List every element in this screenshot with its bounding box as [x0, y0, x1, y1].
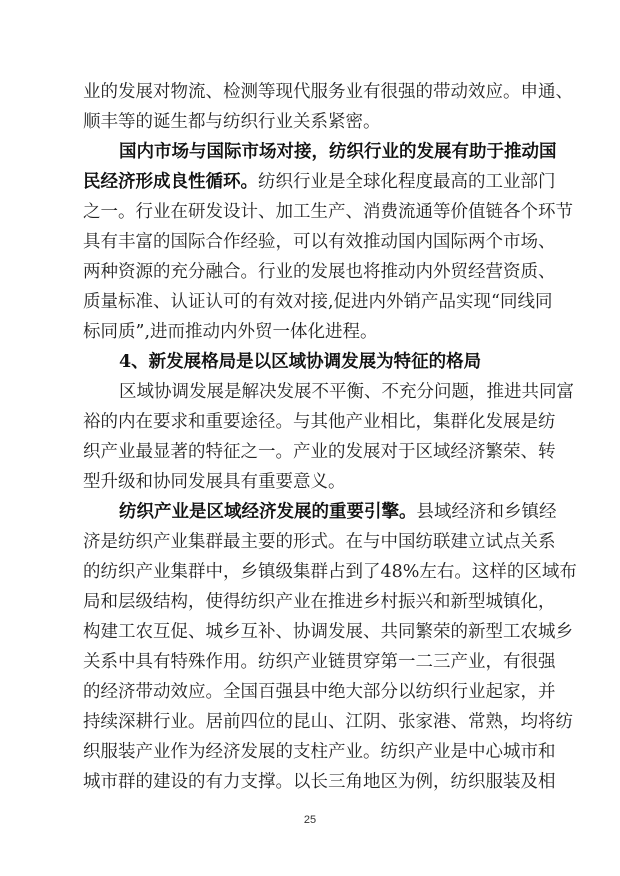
body-text-line: 织服装产业作为经济发展的支柱产业。纺织产业是中心城市和: [83, 742, 556, 762]
body-text-line: 城市群的建设的有力支撑。以长三角地区为例，纺织服装及相: [83, 772, 556, 792]
body-text-line: 织产业最显著的特征之一。产业的发展对于区域经济繁荣、转: [83, 442, 556, 462]
body-text-line: 具有丰富的国际合作经验，可以有效推动国内国际两个市场、: [83, 232, 556, 252]
body-text-line: 裕的内在要求和重要途径。与其他产业相比，集群化发展是纺: [83, 412, 556, 432]
body-text-line: 局和层级结构，使得纺织产业在推进乡村振兴和新型城镇化，: [83, 592, 556, 612]
bold-lead-text: 民经济形成良性循环。: [83, 172, 258, 192]
body-text-line: 两种资源的充分融合。行业的发展也将推动内外贸经营资质、: [83, 262, 556, 282]
body-text-line: [83, 168, 556, 196]
body-text: 县域经济和乡镇经: [416, 502, 557, 522]
bold-lead-text: 国内市场与国际市场对接，纺织行业的发展有助于推动国: [119, 142, 557, 162]
body-text-line: 的经济带动效应。全国百强县中绝大部分以纺织行业起家，并: [83, 682, 556, 702]
body-text-line: 济是纺织产业集群最主要的形式。在与中国纺联建立试点关系: [83, 532, 556, 552]
section-heading: 4、新发展格局是以区域协调发展为特征的格局: [119, 352, 482, 372]
bold-lead-sentence: [119, 138, 557, 166]
body-text-line: 关系中具有特殊作用。纺织产业链贯穿第一二三产业，有很强: [83, 652, 556, 672]
body-text-line: 顺丰等的诞生都与纺织行业关系紧密。: [83, 112, 381, 132]
body-text-line: 标同质”,进而推动内外贸一体化进程。: [83, 322, 378, 342]
body-text-line: 之一。行业在研发设计、加工生产、消费流通等价值链各个环节: [83, 202, 573, 222]
body-text-line: 质量标准、认证认可的有效对接,促进内外销产品实现“同线同: [83, 292, 553, 312]
page-number: 25: [303, 814, 317, 826]
body-text: 纺织行业是全球化程度最高的工业部门: [258, 172, 556, 192]
body-text-line: 持续深耕行业。居前四位的昆山、江阴、张家港、常熟，均将纺: [83, 712, 573, 732]
body-text-line: 构建工农互促、城乡互补、协调发展、共同繁荣的新型工农城乡: [83, 622, 573, 642]
bold-lead-text: 纺织产业是区域经济发展的重要引擎。: [119, 502, 417, 522]
body-text-line: [119, 498, 557, 526]
body-text-line: 型升级和协同发展具有重要意义。: [83, 472, 346, 492]
body-text-line: 的纺织产业集群中，乡镇级集群占到了48%左右。这样的区域布: [83, 562, 577, 582]
body-text-line: 业的发展对物流、检测等现代服务业有很强的带动效应。申通、: [83, 82, 573, 102]
body-text-line: 区域协调发展是解决发展不平衡、不充分问题，推进共同富: [119, 382, 574, 402]
